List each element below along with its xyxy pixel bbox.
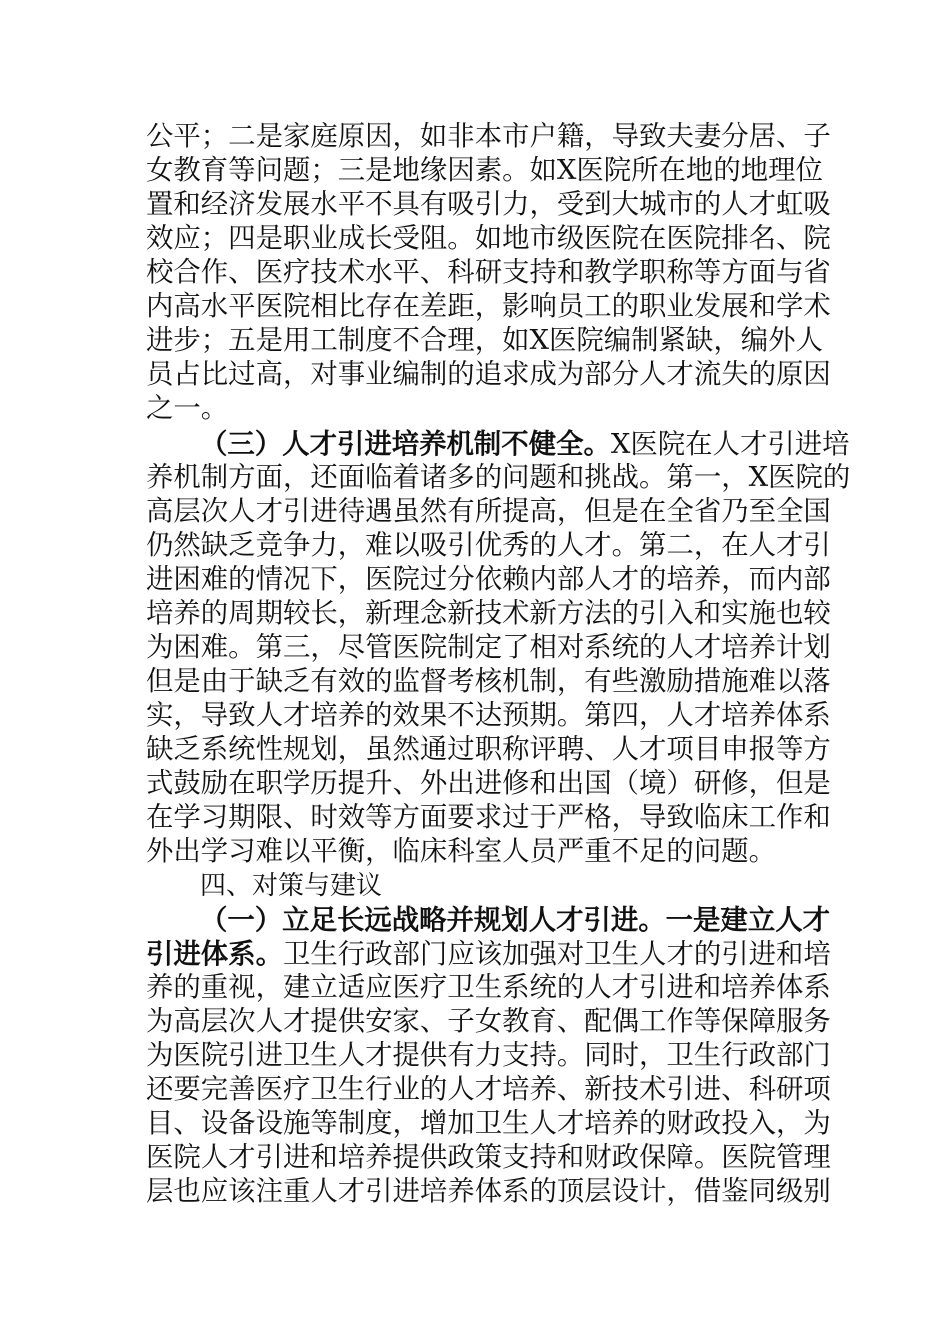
text-line: 缺乏系统性规划，虽然通过职称评聘、人才项目申报等方 [146,734,831,765]
text-line: 为高层次人才提供安家、子女教育、配偶工作等保障服务 [146,1006,831,1037]
text-line: 置和经济发展水平不具有吸引力，受到大城市的人才虹吸 [146,189,831,220]
text-line: 女教育等问题；三是地缘因素。如X医院所在地的地理位 [146,155,823,186]
text-line: 为医院引进卫生人才提供有力支持。同时，卫生行政部门 [146,1040,831,1071]
text-line: 还要完善医疗卫生行业的人才培养、新技术引进、科研项 [146,1074,831,1105]
text-line: 医院人才引进和培养提供政策支持和财政保障。医院管理 [146,1142,831,1173]
text-line: 内高水平医院相比存在差距，影响员工的职业发展和学术 [146,291,831,322]
section-heading: （三）人才引进培养机制不健全。 [200,428,611,460]
text-line: 公平；二是家庭原因，如非本市户籍，导致夫妻分居、子 [146,121,831,152]
text-line: 在学习期限、时效等方面要求过于严格，导致临床工作和 [146,802,831,833]
text-line: 但是由于缺乏有效的监督考核机制，有些激励措施难以落 [146,666,831,697]
text-line: 之一。 [146,393,229,424]
text-line: 进困难的情况下，医院过分依赖内部人才的培养，而内部 [146,564,831,595]
chapter-heading: 四、对策与建议 [200,871,383,901]
text-line: 校合作、医疗技术水平、科研支持和教学职称等方面与省 [146,257,831,288]
text-line: 引进体系。卫生行政部门应该加强对卫生人才的引进和培 [146,938,831,970]
text-line: 目、设备设施等制度，增加卫生人才培养的财政投入，为 [146,1108,831,1139]
text-line: 进步；五是用工制度不合理，如X医院编制紧缺，编外人 [146,325,823,356]
text-line: 为困难。第三，尽管医院制定了相对系统的人才培养计划 [146,632,831,663]
text-line: 仍然缺乏竞争力，难以吸引优秀的人才。第二，在人才引 [146,530,831,561]
text-line [146,1206,806,1246]
text-line: 高层次人才引进待遇虽然有所提高，但是在全省乃至全国 [146,496,831,527]
section-heading: （一）立足长远战略并规划人才引进。一是建立人才 [200,904,830,936]
text-line: 员占比过高，对事业编制的追求成为部分人才流失的原因 [146,359,831,390]
text-line: 层也应该注重人才引进培养体系的顶层设计，借鉴同级别 [146,1176,831,1207]
text-line: 效应；四是职业成长受阻。如地市级医院在医院排名、院 [146,223,831,254]
text-line: 培养的周期较长，新理念新技术新方法的引入和实施也较 [146,598,831,629]
text-line: 养机制方面，还面临着诸多的问题和挑战。第一，X医院的 [146,462,851,493]
text-line: 式鼓励在职学历提升、外出进修和出国（境）研修，但是 [146,768,831,799]
text-line: 外出学习难以平衡，临床科室人员严重不足的问题。 [146,836,776,867]
text-line: 养的重视，建立适应医疗卫生系统的人才引进和培养体系 [146,972,831,1003]
text-line: 实，导致人才培养的效果不达预期。第四，人才培养体系 [146,700,831,731]
bold-phrase: 引进体系。 [146,938,283,970]
section-heading-line: （三）人才引进培养机制不健全。X医院在人才引进培 [200,428,850,460]
